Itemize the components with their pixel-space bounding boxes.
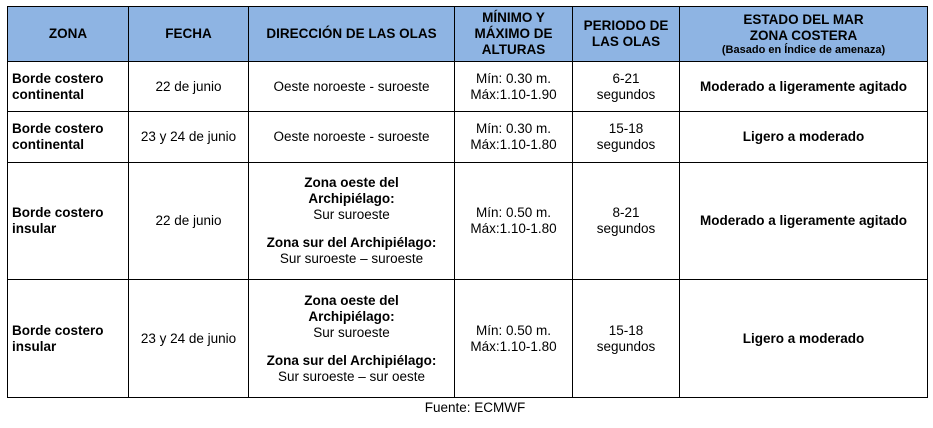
cell-estado: Ligero a moderado — [680, 112, 928, 163]
cell-zona: Borde costero insular — [8, 280, 129, 398]
header-direccion: DIRECCIÓN DE LAS OLAS — [249, 7, 455, 62]
cell-periodo: 15-18 segundos — [573, 112, 680, 163]
header-estado: ESTADO DEL MAR ZONA COSTERA (Basado en Índice de amenaza) — [680, 7, 928, 62]
cell-alturas: Mín: 0.50 m. Máx:1.10-1.80 — [455, 163, 573, 280]
cell-estado: Moderado a ligeramente agitado — [680, 62, 928, 112]
header-estado-note: (Basado en Índice de amenaza) — [721, 43, 886, 56]
cell-direccion — [249, 280, 455, 398]
cell-fecha: 23 y 24 de junio — [129, 112, 249, 163]
cell-direccion — [249, 163, 455, 280]
header-alturas: MÍNIMO Y MÁXIMO DE ALTURAS — [455, 7, 573, 62]
cell-fecha: 22 de junio — [129, 163, 249, 280]
direccion-oeste-title: Archipiélago: — [308, 191, 395, 206]
cell-fecha: 23 y 24 de junio — [129, 280, 249, 398]
cell-direccion: Oeste noroeste - suroeste — [249, 112, 455, 163]
source-caption: Fuente: ECMWF — [424, 400, 526, 415]
table-row — [8, 112, 928, 163]
header-periodo: PERIODO DE LAS OLAS — [573, 7, 680, 62]
table-header-row — [8, 7, 928, 62]
direccion-oeste-title: Zona oeste del — [304, 292, 399, 308]
table-row — [8, 280, 928, 398]
direccion-oeste-title: Archipiélago: — [308, 308, 395, 324]
direccion-oeste-title: Zona oeste del — [304, 175, 399, 190]
wave-forecast-document — [7, 6, 927, 415]
cell-zona: Borde costero continental — [8, 62, 129, 112]
header-zona: ZONA — [8, 7, 129, 62]
direccion-oeste-value: Sur suroeste — [313, 324, 390, 340]
cell-estado: Ligero a moderado — [680, 280, 928, 398]
cell-periodo: 8-21 segundos — [573, 163, 680, 280]
cell-alturas: Mín: 0.30 m. Máx:1.10-1.90 — [455, 62, 573, 112]
direccion-oeste-value: Sur suroeste — [313, 207, 390, 222]
direccion-sur-value: Sur suroeste – sur oeste — [277, 368, 426, 384]
cell-periodo: 6-21 segundos — [573, 62, 680, 112]
cell-alturas: Mín: 0.50 m. Máx:1.10-1.80 — [455, 280, 573, 398]
table-row — [8, 62, 928, 112]
cell-estado: Moderado a ligeramente agitado — [680, 163, 928, 280]
cell-zona: Borde costero continental — [8, 112, 129, 163]
direccion-sur-value: Sur suroeste – suroeste — [279, 251, 424, 266]
wave-forecast-table — [7, 6, 928, 398]
header-fecha: FECHA — [129, 7, 249, 62]
direccion-sur-title: Zona sur del Archipiélago: — [266, 352, 437, 368]
cell-fecha: 22 de junio — [129, 62, 249, 112]
cell-periodo: 15-18 segundos — [573, 280, 680, 398]
direccion-sur-title: Zona sur del Archipiélago: — [266, 235, 437, 250]
cell-zona: Borde costero insular — [8, 163, 129, 280]
table-row — [8, 163, 928, 280]
cell-direccion: Oeste noroeste - suroeste — [249, 62, 455, 112]
cell-alturas: Mín: 0.30 m. Máx:1.10-1.80 — [455, 112, 573, 163]
